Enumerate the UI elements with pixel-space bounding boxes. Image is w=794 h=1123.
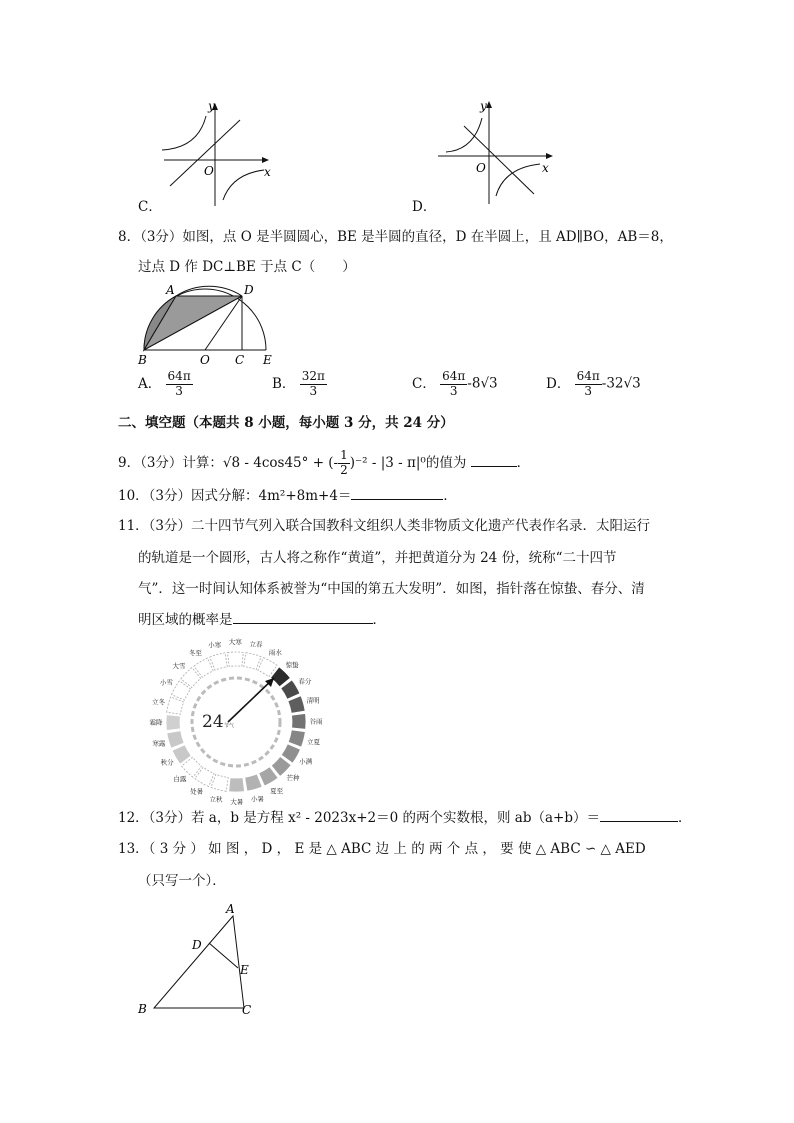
q8-text1: （3分）如图，点 O 是半圆圆心，BE 是半圆的直径，D 在半圆上，且 AD∥BO，AB＝8， bbox=[140, 229, 673, 245]
point-c-label: C bbox=[242, 1003, 252, 1017]
dial-center-small: 节气 bbox=[224, 723, 235, 729]
hyperbola-branch bbox=[223, 170, 264, 200]
dial-term-label: 小满 bbox=[299, 757, 313, 766]
dial-term-label: 立夏 bbox=[306, 738, 320, 747]
q11-answer-blank[interactable] bbox=[233, 623, 373, 624]
q9-prefix: 9．（3分）计算：√8 - 4cos45° + (- bbox=[118, 454, 339, 471]
dial-term-label: 小寒 bbox=[208, 640, 222, 649]
q8-semicircle-figure bbox=[136, 282, 286, 368]
dial-term-label: 立春 bbox=[249, 640, 263, 649]
hyperbola-branch bbox=[496, 164, 540, 196]
dial-term-label: 白露 bbox=[173, 775, 187, 784]
origin-label: O bbox=[476, 161, 486, 175]
x-label: x bbox=[264, 165, 271, 179]
graph-option-d bbox=[430, 98, 560, 216]
dial-segment bbox=[229, 778, 245, 792]
dial-segment bbox=[292, 713, 306, 729]
hyperbola-branch bbox=[446, 118, 482, 152]
point-e-label: E bbox=[240, 963, 249, 977]
q9-answer-blank[interactable] bbox=[471, 466, 517, 467]
q9-suffix: )⁻² - |3 - π|⁰的值为 bbox=[349, 454, 467, 471]
dial-segment bbox=[211, 774, 228, 791]
dial-segments bbox=[166, 652, 306, 792]
y-label: y bbox=[208, 99, 215, 113]
q9: 9．（3分）计算：√8 - 4cos45° + (- $\frac{1}{2}$ )⁻² - |3 - π|⁰的值为 ． bbox=[118, 448, 531, 477]
segment-de bbox=[209, 943, 238, 968]
dial-term-label: 霜降 bbox=[149, 718, 163, 727]
q13-line1: 13．（ 3 分 ） 如 图 ， D ， E 是 △ ABC 边 上 的 两 个 点 ， 要 使 △ ABC ∽ △ AED bbox=[118, 841, 646, 857]
q12: 12．（3分）若 a，b 是方程 x² - 2023x+2＝0 的两个实数根，则 ab（a+b）＝ ． bbox=[118, 810, 692, 826]
q10-answer-blank[interactable] bbox=[351, 499, 443, 500]
dial-segment bbox=[167, 697, 184, 714]
q11-line4: 明区域的概率是 ． bbox=[138, 612, 386, 628]
q13-triangle-figure bbox=[134, 898, 264, 1020]
dial-pointer bbox=[228, 678, 274, 722]
dial-term-label: 谷雨 bbox=[309, 717, 323, 726]
dial-term-label: 立秋 bbox=[209, 795, 223, 804]
dial-segment bbox=[288, 730, 305, 747]
x-label: x bbox=[542, 161, 549, 175]
dial-term-label: 雨水 bbox=[268, 648, 282, 657]
solar-terms-dial bbox=[140, 638, 330, 806]
dial-term-label: 处暑 bbox=[190, 787, 204, 796]
hyperbola-branch bbox=[162, 116, 206, 150]
dial-term-label: 秋分 bbox=[160, 758, 174, 767]
point-a-label: A bbox=[226, 902, 235, 916]
point-a-label: A bbox=[166, 283, 175, 297]
q8-option-a: A． $\frac{64\pi}{3}$ bbox=[138, 369, 191, 398]
point-o-label: O bbox=[200, 353, 210, 367]
section-2-title: 二、填空题（本题共 8 小题，每小题 3 分，共 24 分） bbox=[118, 415, 454, 431]
point-c-label: C bbox=[235, 353, 245, 367]
q10-text: 10．（3分）因式分解：4m²+8m+4＝ bbox=[118, 488, 352, 504]
dial-term-label: 夏至 bbox=[270, 786, 284, 795]
dial-term-label: 芒种 bbox=[286, 774, 300, 783]
q8-option-c: C． $\frac{64\pi}{3}$ -8√3 bbox=[412, 369, 498, 398]
dial-term-label: 小雪 bbox=[159, 678, 173, 687]
dial-segment bbox=[167, 731, 184, 748]
q12-text: 12．（3分）若 a，b 是方程 x² - 2023x+2＝0 的两个实数根，则 ab（a+b）＝ bbox=[118, 810, 600, 826]
option-d-label: D． bbox=[412, 199, 437, 215]
point-b-label: B bbox=[138, 353, 147, 367]
dial-center-number: 24 bbox=[202, 712, 224, 732]
dial-term-label: 惊蛰 bbox=[285, 660, 299, 669]
dial-term-label: 大雪 bbox=[172, 661, 186, 670]
q8-number: 8． bbox=[118, 229, 141, 245]
dial-segment bbox=[166, 715, 180, 731]
q11-line2: 的轨道是一个圆形，古人将之称作“黄道”，并把黄道分为 24 份，统称“二十四节 bbox=[138, 550, 617, 566]
q8-option-b: B． $\frac{32\pi}{3}$ bbox=[272, 369, 325, 398]
point-d-label: D bbox=[244, 283, 254, 297]
y-label: y bbox=[480, 99, 487, 113]
q11-line3: 气”．这一时间认知体系被誉为“中国的第五大发明”．如图，指针落在惊蛰、春分、清 bbox=[138, 581, 645, 597]
point-e-label: E bbox=[263, 353, 272, 367]
dial-term-label: 立冬 bbox=[152, 697, 166, 706]
dial-term-label: 清明 bbox=[306, 696, 320, 705]
q11-line1: 11．（3分）二十四节气列入联合国教科文组织人类非物质文化遗产代表作名录．太阳运行 bbox=[118, 518, 651, 534]
dial-term-label: 大暑 bbox=[230, 797, 244, 806]
point-b-label: B bbox=[138, 1002, 147, 1016]
origin-label: O bbox=[204, 164, 214, 178]
dial-segment bbox=[245, 774, 262, 791]
q8-line1 bbox=[118, 231, 673, 245]
dial-segment bbox=[244, 653, 261, 670]
dial-term-label: 大寒 bbox=[228, 638, 242, 647]
q10: 10．（3分）因式分解：4m²+8m+4＝ ． bbox=[118, 488, 457, 504]
q8-line2: 过点 D 作 DC⊥BE 于点 C（ ） bbox=[138, 259, 356, 275]
q12-answer-blank[interactable] bbox=[600, 821, 678, 822]
dial-term-label: 小暑 bbox=[250, 795, 264, 804]
dial-term-label: 春分 bbox=[298, 677, 312, 686]
q8-option-d: D． $\frac{64\pi}{3}$ -32√3 bbox=[546, 369, 641, 398]
dial-term-label: 冬至 bbox=[188, 649, 202, 658]
option-c-label: C． bbox=[138, 199, 162, 215]
dial-term-label: 寒露 bbox=[152, 739, 166, 748]
dial-segment bbox=[210, 653, 227, 670]
point-d-label: D bbox=[192, 938, 202, 952]
dial-segment bbox=[227, 652, 243, 666]
q13-line2: （只写一个）． bbox=[138, 873, 226, 889]
dial-segment bbox=[288, 696, 305, 713]
